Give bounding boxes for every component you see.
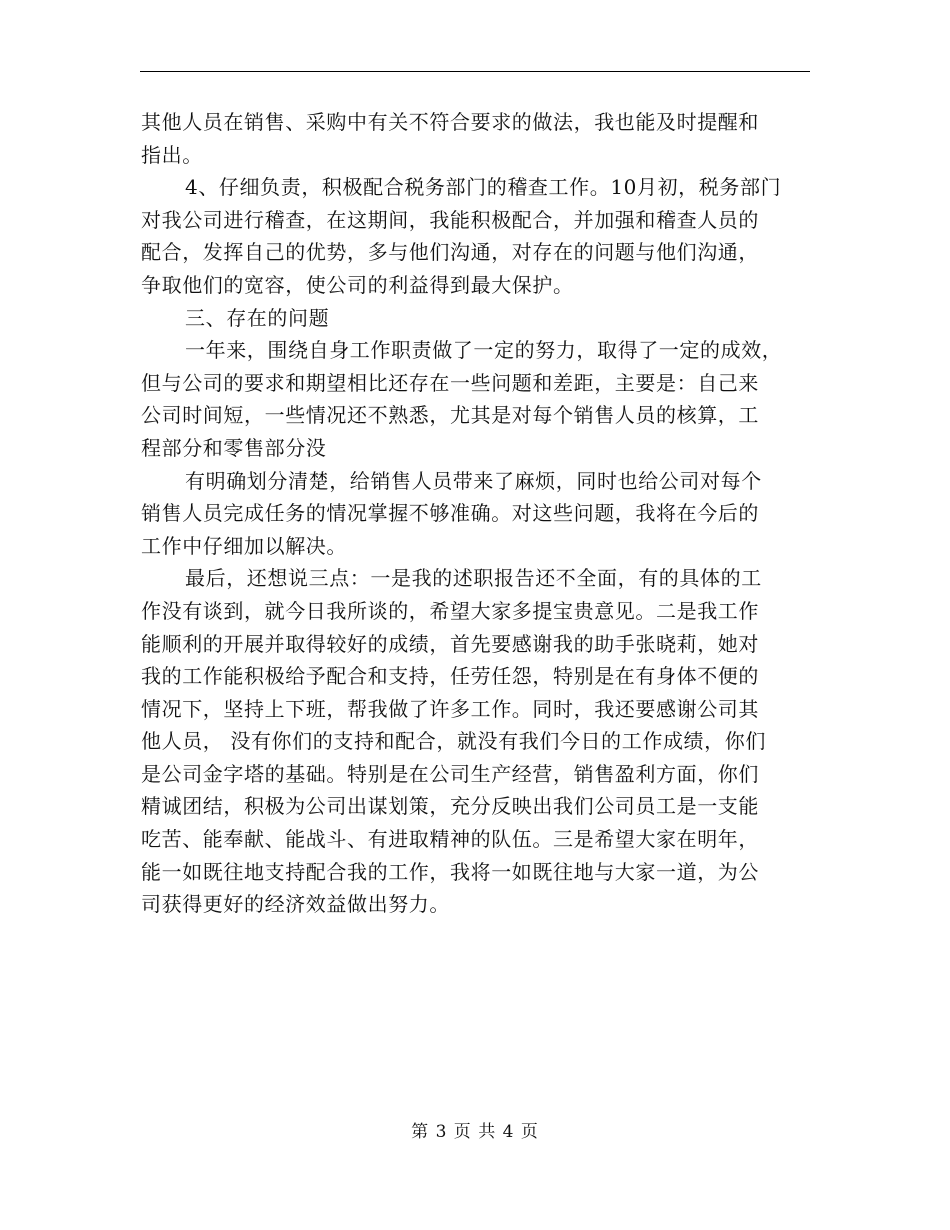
paragraph (141, 465, 811, 563)
text-line: 配合，发挥自己的优势，多与他们沟通，对存在的问题与他们沟通， (141, 240, 759, 265)
text-line: 销售人员完成任务的情况掌握不够准确。对这些问题，我将在今后的 (141, 501, 759, 526)
header-rule (140, 71, 810, 72)
body-text (141, 106, 811, 921)
text-line: 是公司金字塔的基础。特别是在公司生产经营，销售盈利方面，你们 (141, 761, 759, 786)
section-heading: 三、存在的问题 (185, 305, 330, 330)
paragraph (141, 302, 811, 335)
text-line: 指出。 (141, 142, 203, 167)
text-line: 精诚团结，积极为公司出谋划策，充分反映出我们公司员工是一支能 (141, 794, 759, 819)
text-line: 争取他们的宽容，使公司的利益得到最大保护。 (141, 272, 574, 297)
text-line: 一年来，围绕自身工作职责做了一定的努力，取得了一定的成效， (185, 338, 783, 363)
text-line: 作没有谈到，就今日我所谈的，希望大家多提宝贵意见。二是我工作 (141, 598, 759, 623)
paragraph (141, 562, 811, 921)
text-line: 有明确划分清楚，给销售人员带来了麻烦，同时也给公司对每个 (185, 468, 762, 493)
paragraph (141, 106, 811, 171)
text-line: 对我公司进行稽查，在这期间，我能积极配合，并加强和稽查人员的 (141, 207, 759, 232)
text-line: 情况下，坚持上下班，帮我做了许多工作。同时，我还要感谢公司其 (141, 696, 759, 721)
text-line: 他人员， 没有你们的支持和配合，就没有我们今日的工作成绩，你们 (141, 729, 766, 754)
text-line: 公司时间短，一些情况还不熟悉，尤其是对每个销售人员的核算，工 (141, 403, 759, 428)
page-number-footer: 第 3 页 共 4 页 (411, 1122, 539, 1142)
text-line: 但与公司的要求和期望相比还存在一些问题和差距，主要是：自己来 (141, 370, 759, 395)
text-line: 能顺利的开展并取得较好的成绩，首先要感谢我的助手张晓莉，她对 (141, 631, 759, 656)
text-line: 吃苦、能奉献、能战斗、有进取精神的队伍。三是希望大家在明年， (141, 827, 759, 852)
text-line: 其他人员在销售、采购中有关不符合要求的做法，我也能及时提醒和 (141, 110, 759, 134)
text-line: 程部分和零售部分没 (141, 435, 327, 460)
paragraph (141, 171, 811, 301)
text-line: 司获得更好的经济效益做出努力。 (141, 892, 450, 917)
text-line: 工作中仔细加以解决。 (141, 533, 347, 558)
text-line: 我的工作能积极给予配合和支持，任劳任怨，特别是在有身体不便的 (141, 664, 759, 689)
text-line: 能一如既往地支持配合我的工作，我将一如既往地与大家一道，为公 (141, 859, 759, 884)
paragraph (141, 334, 811, 464)
text-line: 最后，还想说三点：一是我的述职报告还不全面，有的具体的工 (185, 566, 762, 591)
text-line: 4、仔细负责，积极配合税务部门的稽查工作。10月初，税务部门 (185, 175, 782, 200)
